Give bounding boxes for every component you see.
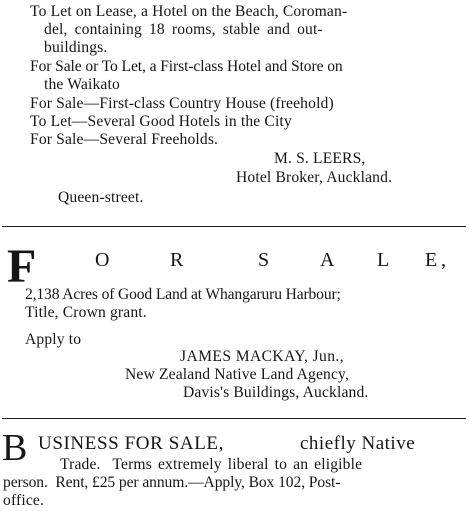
ad-line: Title, Crown grant. (25, 304, 147, 321)
heading-letter: , (441, 249, 447, 271)
ad-line: For Sale—First-class Country House (freehold) (30, 95, 334, 112)
heading-letter: O (95, 249, 111, 271)
broker-title: Hotel Broker, Auckland. (236, 169, 393, 186)
ad-line: Trade. Terms extremely liberal to an eligible (60, 456, 363, 473)
heading-letter: L (377, 249, 390, 271)
broker-name: M. S. LEERS, (274, 150, 366, 167)
heading-letter: A (320, 249, 336, 271)
business-heading: USINESS FOR SALE, (38, 433, 224, 454)
drop-cap-initial: F (7, 240, 37, 293)
agent-agency: New Zealand Native Land Agency, (125, 366, 350, 383)
ad-line: To Let on Lease, a Hotel on the Beach, Coroman- (30, 3, 348, 20)
broker-street: Queen-street. (58, 189, 144, 206)
ad-line: Apply to (25, 331, 82, 348)
ad-line: For Sale or To Let, a First-class Hotel and Store on (30, 58, 343, 75)
ad-line: del, containing 18 rooms, stable and out- (44, 21, 323, 38)
ad-line: person. Rent, £25 per annum.—Apply, Box 102, Post- (3, 474, 341, 491)
column-divider (2, 226, 466, 227)
agent-name: JAMES MACKAY, Jun., (180, 348, 345, 365)
ad-line: the Waikato (44, 76, 120, 93)
ad-line: To Let—Several Good Hotels in the City (30, 113, 292, 130)
drop-cap-initial: B (2, 427, 28, 469)
agent-address: Davis's Buildings, Auckland. (183, 384, 369, 401)
business-heading-tail: chiefly Native (300, 433, 416, 454)
ad-line: For Sale—Several Freeholds. (30, 131, 219, 148)
heading-letter: S (258, 249, 270, 271)
column-divider (2, 418, 466, 419)
ad-line: 2,138 Acres of Good Land at Whangaruru Harbour; (25, 286, 341, 303)
heading-letter: E (425, 249, 438, 271)
ad-line: office. (3, 492, 45, 509)
ad-line: buildings. (44, 39, 108, 56)
heading-letter: R (170, 249, 184, 271)
